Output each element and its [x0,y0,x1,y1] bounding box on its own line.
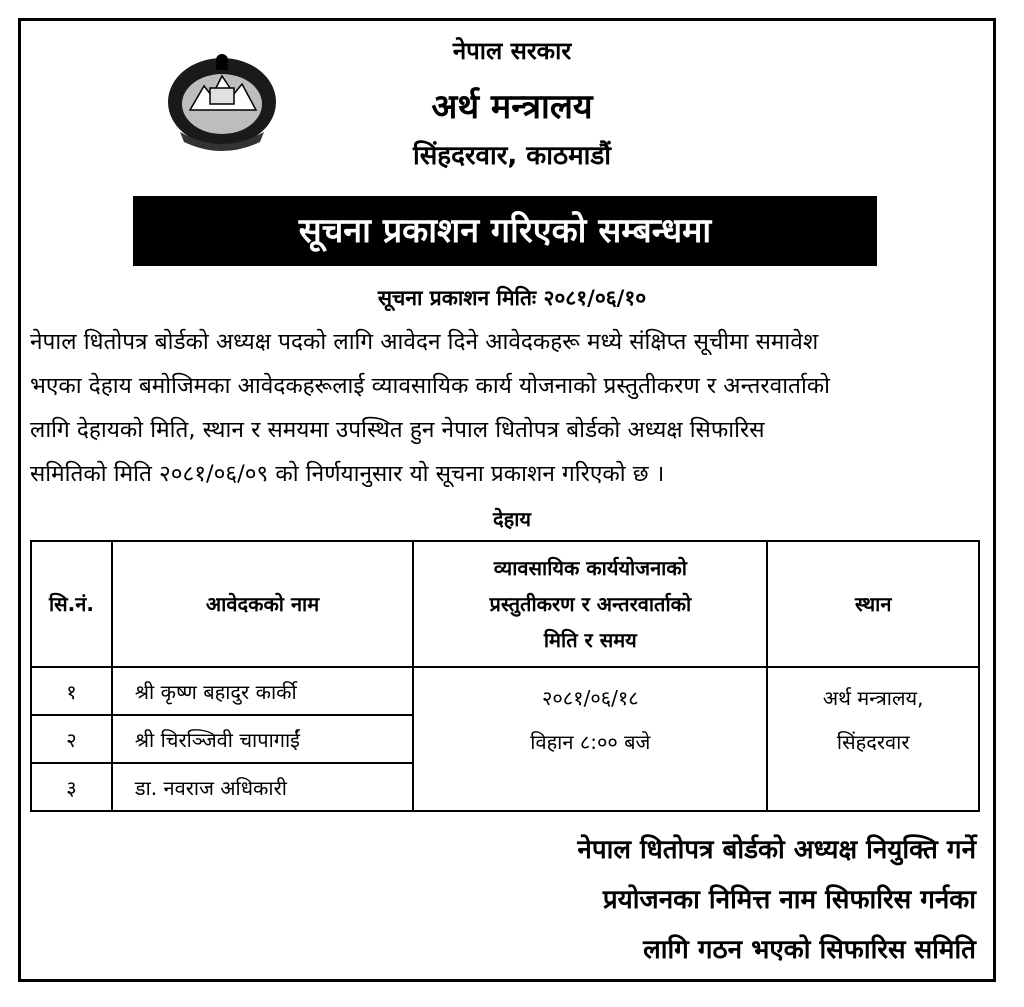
interview-date: २०८१/०६/१८ [541,686,639,710]
signature-line: प्रयोजनका निमित्त नाम सिफारिस गर्नका [602,885,976,915]
interview-place-line: सिंहदरवार [836,730,910,754]
header-applicant-name: आवेदकको नाम [112,541,413,667]
ministry-title: अर्थ मन्त्रालय [431,87,593,127]
ministry-address: सिंहदरवार, काठमाडौं [412,141,612,171]
header-place: स्थान [767,541,979,667]
table-subheading: देहाय [492,507,532,531]
row-serial-number: ३ [31,763,112,811]
table-header-row [31,541,979,667]
row-serial-number: २ [31,715,112,763]
paragraph-line: भएका देहाय बमोजिमका आवेदकहरूलाई व्यावसायिक कार्य योजनाको प्रस्तुतीकरण र अन्तरवार्ताको [30,373,830,399]
paragraph-line: लागि देहायको मिति, स्थान र समयमा उपस्थित हुन नेपाल धितोपत्र बोर्डको अध्यक्ष सिफारिस [30,417,765,443]
row-applicant-name: श्री चिरञ्जिवी चापागाईं [112,715,413,763]
row-serial-number: १ [31,667,112,715]
interview-place-line: अर्थ मन्त्रालय, [822,686,924,710]
government-title: नेपाल सरकार [452,37,572,65]
row-applicant-name: डा. नवराज अधिकारी [112,763,413,811]
header-date-time-line: मिति र समय [543,628,637,652]
table-row [31,667,979,715]
interview-place [767,667,979,811]
notice-banner-title: सूचना प्रकाशन गरिएको सम्बन्धमा [133,196,877,266]
signature-line: नेपाल धितोपत्र बोर्डको अध्यक्ष नियुक्ति गर्ने [577,835,976,865]
interview-date-time [413,667,767,811]
interview-time: विहान ८:०० बजे [530,730,651,754]
notice-paragraph [30,320,978,496]
row-applicant-name: श्री कृष्ण बहादुर कार्की [112,667,413,715]
header-date-time [413,541,767,667]
paragraph-line: समितिको मिति २०८१/०६/०९ को निर्णयानुसार यो सूचना प्रकाशन गरिएको छ । [30,461,665,487]
paragraph-line: नेपाल धितोपत्र बोर्डको अध्यक्ष पदको लागि आवेदन दिने आवेदकहरू मध्ये संक्षिप्त सूचीमा समावेश [30,329,819,355]
header-serial-number: सि.नं. [31,541,112,667]
publication-date: सूचना प्रकाशन मितिः २०८१/०६/१० [377,286,647,310]
signature-line: लागि गठन भएको सिफारिस समिति [643,935,976,965]
header-date-time-line: व्यावसायिक कार्ययोजनाको [493,556,687,580]
applicants-table [30,540,980,812]
header-date-time-line: प्रस्तुतीकरण र अन्तरवार्ताको [489,592,692,616]
